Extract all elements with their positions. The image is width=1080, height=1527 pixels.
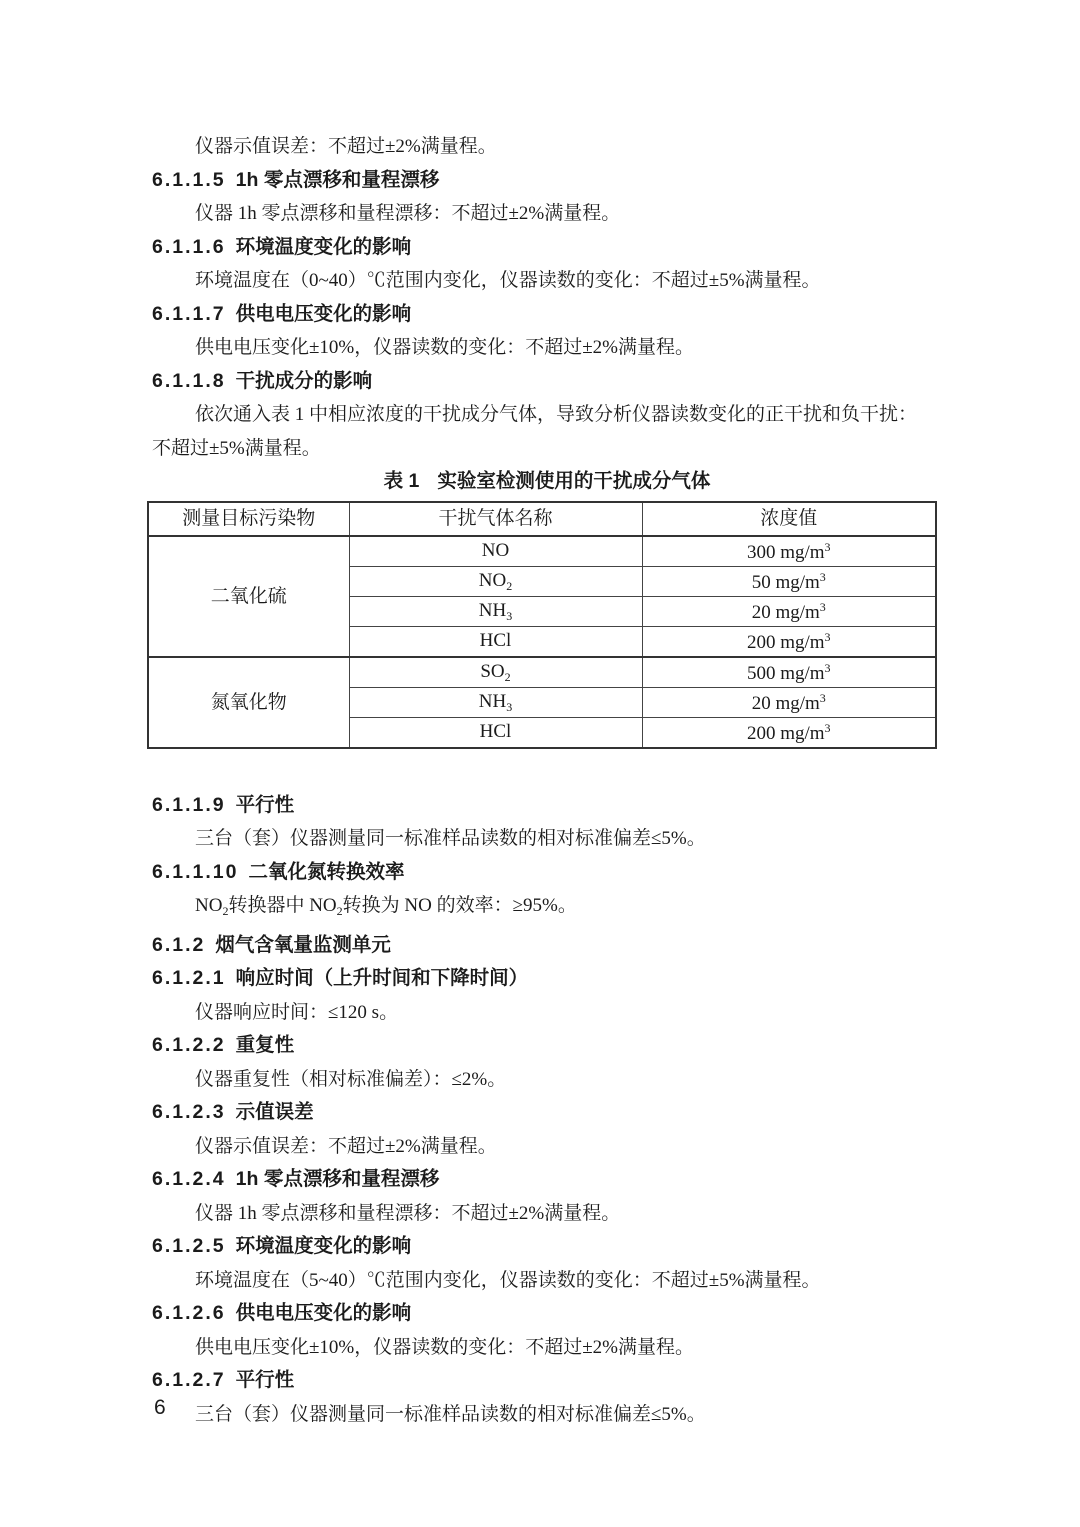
heading-number: 6.1.1.10	[152, 860, 239, 883]
heading-6-1-2-5	[152, 1230, 942, 1264]
unit-superscript: 3	[824, 539, 831, 554]
heading-6-1-1-8	[152, 365, 942, 399]
heading-number: 6.1.2.3	[152, 1101, 226, 1123]
heading-title: 重复性	[235, 1034, 295, 1056]
paragraph-interference-intro: 依次通入表 1 中相应浓度的干扰成分气体，导致分析仪器读数变化的正干扰和负干扰：	[195, 404, 918, 425]
paragraph-parallelism: 三台（套）仪器测量同一标准样品读数的相对标准偏差≤5%。	[195, 828, 706, 849]
paragraph-supply-voltage-2: 供电电压变化±10%，仪器读数的变化：不超过±2%满量程。	[195, 1336, 695, 1358]
column-header-gas: 干扰气体名称	[349, 502, 642, 536]
value-cell	[642, 717, 936, 748]
heading-6-1-1-9	[152, 789, 942, 823]
lower-content	[152, 789, 942, 1432]
heading-title: 供电电压变化的影响	[235, 302, 412, 325]
table-title	[152, 465, 942, 499]
concentration-value: 20 mg/m	[751, 601, 820, 623]
heading-title: 示值误差	[235, 1101, 314, 1123]
paragraph-zero-span-drift-2: 仪器 1h 零点漂移和量程漂移：不超过±2%满量程。	[195, 1202, 621, 1224]
gas-cell	[349, 717, 642, 748]
heading-6-1-1-5	[152, 164, 942, 198]
text-part: 转换器中 NO	[228, 895, 337, 916]
heading-title: 1h 零点漂移和量程漂移	[235, 168, 440, 191]
concentration-value: 500 mg/m	[746, 662, 825, 684]
heading-6-1-2-3	[152, 1096, 942, 1130]
unit-superscript: 3	[824, 629, 831, 644]
interference-gas-table	[147, 501, 937, 749]
paragraph-indication-error-2: 仪器示值误差：不超过±2%满量程。	[195, 1135, 497, 1157]
heading-6-1-1-6	[152, 231, 942, 265]
text-part: 转换为 NO 的效率：≥95%。	[342, 895, 577, 916]
table-caption: 实验室检测使用的干扰成分气体	[437, 470, 711, 492]
table-row	[148, 657, 936, 688]
unit-superscript: 3	[819, 569, 826, 584]
heading-number: 6.1.2.4	[152, 1168, 226, 1190]
concentration-value: 50 mg/m	[751, 571, 820, 593]
paragraph-ambient-temperature: 环境温度在（0~40）℃范围内变化，仪器读数的变化：不超过±5%满量程。	[195, 270, 821, 291]
heading-title: 平行性	[235, 1369, 295, 1391]
gas-subscript: 3	[506, 699, 513, 714]
paragraph-interference-intro-cont: 不超过±5%满量程。	[152, 437, 321, 459]
heading-number: 6.1.2.5	[152, 1235, 226, 1257]
pollutant-cell-so2-group: 二氧化硫	[148, 536, 349, 657]
concentration-value: 200 mg/m	[746, 722, 825, 744]
heading-6-1-1-7	[152, 298, 942, 332]
gas-cell	[349, 657, 642, 688]
heading-title: 响应时间（上升时间和下降时间）	[235, 967, 529, 989]
heading-number: 6.1.1.8	[152, 369, 226, 392]
heading-number: 6.1.1.5	[152, 168, 226, 191]
column-header-value: 浓度值	[642, 502, 936, 536]
table-header-row	[148, 502, 936, 536]
gas-cell	[349, 596, 642, 626]
gas-name: NO	[481, 539, 510, 561]
content-flow	[152, 130, 942, 1431]
value-cell	[642, 566, 936, 596]
pollutant-cell-nox-group: 氮氧化物	[148, 657, 349, 748]
concentration-value: 20 mg/m	[751, 692, 820, 714]
heading-number: 6.1.1.7	[152, 302, 226, 325]
text-part: NO	[195, 895, 223, 916]
heading-6-1-2-2	[152, 1029, 942, 1063]
gas-name: NH	[478, 690, 507, 712]
gas-name: NH	[478, 599, 507, 621]
heading-title: 环境温度变化的影响	[235, 1235, 412, 1257]
table-label: 表 1	[383, 470, 420, 492]
paragraph-repeatability: 仪器重复性（相对标准偏差）：≤2%。	[195, 1068, 507, 1090]
value-cell	[642, 657, 936, 688]
heading-6-1-2-1	[152, 962, 942, 996]
heading-title: 1h 零点漂移和量程漂移	[235, 1168, 440, 1190]
paragraph-response-time: 仪器响应时间：≤120 s。	[195, 1001, 399, 1023]
heading-6-1-2-7	[152, 1364, 942, 1398]
heading-title: 供电电压变化的影响	[235, 1302, 412, 1324]
gas-subscript: 2	[504, 669, 511, 684]
heading-number: 6.1.2.2	[152, 1034, 226, 1056]
gas-cell	[349, 566, 642, 596]
gas-name: SO	[480, 660, 505, 682]
heading-6-1-2-4	[152, 1163, 942, 1197]
table-row	[148, 536, 936, 567]
gas-subscript: 2	[506, 578, 513, 593]
heading-title: 烟气含氧量监测单元	[215, 933, 391, 956]
value-cell	[642, 596, 936, 626]
heading-number: 6.1.2	[152, 933, 206, 956]
paragraph-zero-span-drift: 仪器 1h 零点漂移和量程漂移：不超过±2%满量程。	[195, 203, 621, 224]
gas-cell	[349, 536, 642, 567]
paragraph-indication-error: 仪器示值误差：不超过±2%满量程。	[195, 136, 497, 157]
unit-superscript: 3	[824, 720, 831, 735]
heading-6-1-2	[152, 929, 942, 963]
heading-number: 6.1.2.7	[152, 1369, 226, 1391]
gas-cell	[349, 626, 642, 657]
heading-number: 6.1.2.1	[152, 967, 226, 989]
value-cell	[642, 687, 936, 717]
heading-title: 平行性	[235, 793, 295, 816]
value-cell	[642, 626, 936, 657]
concentration-value: 300 mg/m	[746, 541, 825, 563]
concentration-value: 200 mg/m	[746, 631, 825, 653]
heading-number: 6.1.1.6	[152, 235, 226, 258]
gas-name: NO	[478, 569, 507, 591]
heading-6-1-2-6	[152, 1297, 942, 1331]
heading-6-1-1-10	[152, 856, 942, 890]
unit-superscript: 3	[819, 690, 826, 705]
paragraph-ambient-temperature-2: 环境温度在（5~40）℃范围内变化，仪器读数的变化：不超过±5%满量程。	[195, 1269, 821, 1291]
value-cell	[642, 536, 936, 567]
chem-subscript: 2	[222, 904, 229, 918]
unit-superscript: 3	[819, 599, 826, 614]
heading-title: 干扰成分的影响	[235, 369, 373, 392]
gas-name: HCl	[479, 629, 512, 651]
paragraph-supply-voltage: 供电电压变化±10%，仪器读数的变化：不超过±2%满量程。	[195, 337, 695, 358]
unit-superscript: 3	[824, 660, 831, 675]
chem-subscript: 2	[336, 904, 343, 918]
gas-subscript: 3	[506, 608, 513, 623]
page-number: 6	[154, 1396, 166, 1419]
heading-title: 环境温度变化的影响	[235, 235, 412, 258]
paragraph-no2-conversion	[152, 889, 942, 929]
paragraph-parallelism-2: 三台（套）仪器测量同一标准样品读数的相对标准偏差≤5%。	[195, 1403, 706, 1425]
heading-number: 6.1.2.6	[152, 1302, 226, 1324]
column-header-pollutant: 测量目标污染物	[148, 502, 349, 536]
heading-number: 6.1.1.9	[152, 793, 226, 816]
gas-cell	[349, 687, 642, 717]
heading-title: 二氧化氮转换效率	[248, 860, 405, 883]
gas-name: HCl	[479, 720, 512, 742]
